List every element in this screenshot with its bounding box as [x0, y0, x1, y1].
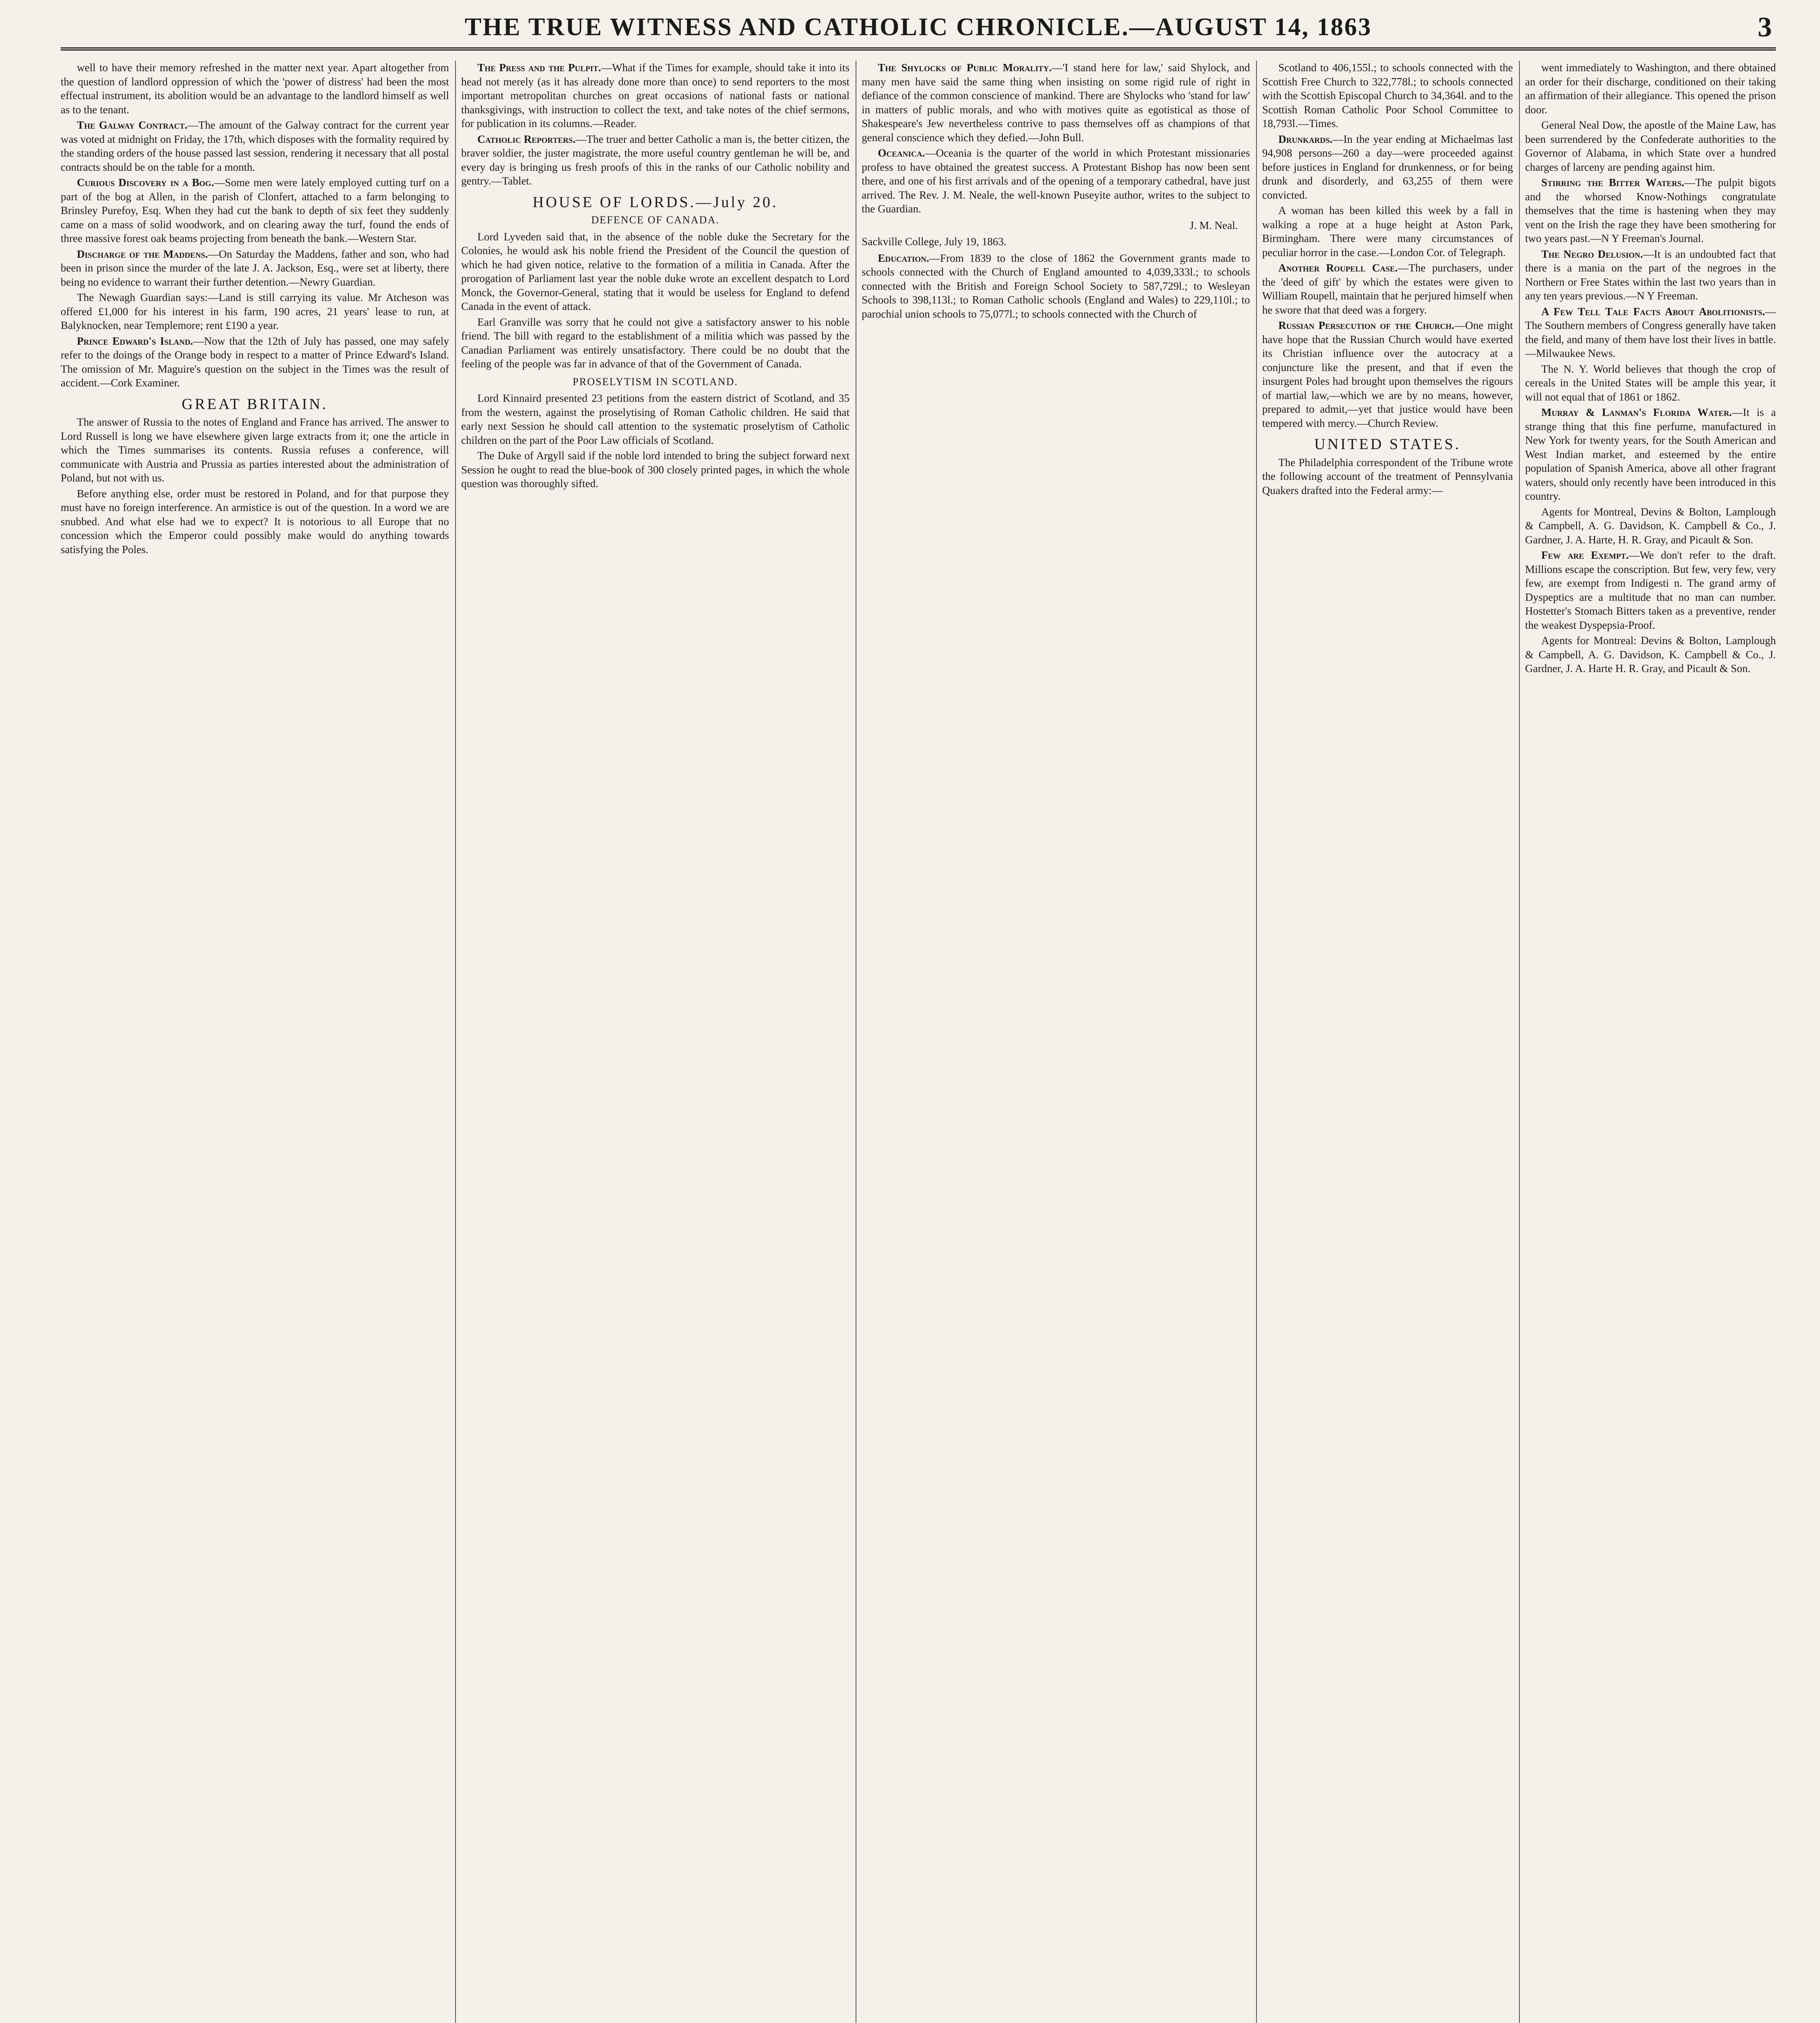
article-body: —On Saturday the Maddens, father and son, who had been in prison since the murder of the late J. A. Jackson, Esq., were set at liberty, there being no evidence to warrant their further detention.—Newry Guardian. [61, 248, 449, 288]
article-body: —We don't refer to the draft. Millions escape the conscription. But few, very few, very few, are exempt from Indigesti n. The grand army of Dyspeptics are a multitude that no man can number. Hostetter's Stomach Bitters taken as a preventive, render the weakest Dyspepsia-Proof. [1525, 549, 1776, 631]
article-lead: A Few Tell Tale Facts About Abolitionists. [1541, 305, 1765, 318]
article-body: —The Southern members of Congress generally have taken the field, and many of them have lost their lives in battle.—Milwaukee News. [1525, 305, 1776, 359]
masthead [61, 9, 1776, 51]
article-paragraph: The answer of Russia to the notes of England and France has arrived. The answer to Lord Russell is long we have elsewhere given large extracts from it; one the article in which the Times summarises its contents. Russia refuses a conference, will communicate with Austria and Prussia as parties interested about the administration of Poland, but not with us. [61, 416, 449, 484]
article-body: —'I stand here for law,' said Shylock, and many men have said the same thing when insisting on some rigid rule of right in defiance of the common conscience of mankind. There are Shylocks who 'stand for law' in matters of public morals, and who with motives quite as egotistical as those of Shakespeare's Jew nevertheless contrive to pass themselves off as champions of that general conscience which they defied.—John Bull. [862, 61, 1250, 144]
page-number: 3 [1758, 12, 1772, 43]
article-paragraph: A woman has been killed this week by a fall in walking a rope at a huge height at Aston Park, Birmingham. There were many circumstances of peculiar horror in the case.—London Cor. of Telegraph. [1262, 204, 1513, 259]
column-1 [61, 61, 449, 2023]
article-paragraph [1262, 261, 1513, 317]
article-paragraph [461, 132, 850, 188]
article-paragraph [862, 146, 1250, 216]
article-body: —Oceania is the quarter of the world in which Protestant missionaries profess to have obtained the greatest success. A Protestant Bishop has now been sent there, and one of his first arrivals and of the opening of a temporary cathedral, have just arrived. The Rev. J. M. Neale, the well-known Puseyite author, writes to the subject to the Guardian. [862, 147, 1250, 215]
signature: J. M. Neal. [1189, 219, 1238, 231]
column-2 [461, 61, 850, 2023]
section-heading: GREAT BRITAIN. [182, 395, 328, 413]
article-lead: Drunkards. [1278, 133, 1333, 145]
article-paragraph [61, 334, 449, 390]
article-paragraph [1525, 405, 1776, 503]
article-paragraph: well to have their memory refreshed in the matter next year. Apart altogether from the question of landlord oppression of which the 'power of distress' had been the most effectual instrument, its abolition would be an advantage to the landlord himself as well as to the tenant. [61, 61, 449, 116]
article-paragraph [61, 247, 449, 289]
article-paragraph [862, 61, 1250, 144]
article-paragraph [61, 118, 449, 174]
masthead-title: THE TRUE WITNESS AND CATHOLIC CHRONICLE.—AUGUST 14, 1863 [464, 13, 1372, 41]
column-5 [1525, 61, 1776, 2023]
article-body: —The truer and better Catholic a man is, the better citizen, the braver soldier, the juster magistrate, the more useful country gentleman he will be, and every day is bringing us fresh proofs of this in the ranks of our Catholic nobility and gentry.—Tablet. [461, 133, 850, 187]
article-paragraph [1525, 247, 1776, 303]
article-lead: Russian Persecution of the Church. [1278, 319, 1454, 331]
article-paragraph [1525, 548, 1776, 632]
section-heading: HOUSE OF LORDS.—July 20. [532, 193, 778, 211]
article-paragraph: Lord Kinnaird presented 23 petitions from the eastern district of Scotland, and 35 from the western, against the proselytising of Roman Catholic children. He said that early next Session he should call attention to the systematic proselytism of Catholic children on the part of the Poor Law officials of Scotland. [461, 392, 850, 446]
article-paragraph [1525, 176, 1776, 246]
article-paragraph [1262, 318, 1513, 430]
article-paragraph [61, 176, 449, 246]
article-lead: Oceanica. [878, 147, 925, 159]
article-lead: The Galway Contract. [77, 119, 188, 131]
article-body: —The pulpit bigots and the whorsed Know-Nothings congratulate themselves that the time is hastening when they may vent on the Irish the rage they have been smothering for two years past.—N Y Freeman's Journal. [1525, 176, 1776, 244]
article-paragraph [1262, 132, 1513, 202]
article-body: —What if the Times for example, should take it into its head not merely (as it has already done more than once) to send reporters to the most important metropolitan churches on great occasions of national fasts or national thanksgivings, with instruction to collect the text, and take notes of the chief sermons, for publication in its columns.—Reader. [461, 61, 850, 129]
article-paragraph: Lord Lyveden said that, in the absence of the noble duke the Secretary for the Colonies, he would ask his noble friend the President of the Council the question of which he had given notice, relative to the formation of a militia in Canada. After the prorogation of Parliament last year the noble duke wrote an excellent despatch to Lord Monck, the Governor-General, stating that it would be useless for England to defend Canada in the event of attack. [461, 230, 850, 312]
article-body: —It is an undoubted fact that there is a mania on the part of the negroes in the Northern or Free States within the last two years than in any ten years previous.—N Y Freeman. [1525, 248, 1776, 302]
article-body: —The purchasers, under the 'deed of gift' by which the estates were given to William Roupell, maintain that he perjured himself when he swore that that deed was a forgery. [1262, 262, 1513, 316]
article-lead: Catholic Reporters. [477, 133, 576, 145]
article-paragraph: The Duke of Argyll said if the noble lord intended to bring the subject forward next Session he ought to read the blue-book of 300 closely printed pages, in which the whole question was thoroughly sifted. [461, 450, 850, 490]
article-body: —One might have hope that the Russian Church would have exerted its Christian influence over the autocracy at a conjuncture like the present, and that if even the insurgent Poles had brought upon themselves the rigours of martial law,—which we are by no means, however, prepared to admit,—yet that justice would have been tempered with mercy.—Church Review. [1262, 319, 1513, 429]
article-body: —In the year ending at Michaelmas last 94,908 persons—260 a day—were proceeded against before justices in England for drunkenness, or for being drunk and disorderly, and 63,255 of them were convicted. [1262, 133, 1513, 201]
article-paragraph: Agents for Montreal: Devins & Bolton, Lamplough & Campbell, A. G. Davidson, K. Campbell & Co., J. Gardner, J. A. Harte H. R. Gray, and Picault & Son. [1525, 634, 1776, 674]
article-lead: Curious Discovery in a Bog. [77, 176, 214, 189]
section-heading: UNITED STATES. [1314, 436, 1461, 453]
article-paragraph: Agents for Montreal, Devins & Bolton, Lamplough & Campbell, A. G. Davidson, K. Campbell & Co., J. Gardner, J. A. Harte, H. R. Gray, and Picault & Son. [1525, 505, 1776, 546]
article-body: —It is a strange thing that this fine perfume, manufactured in New York for twenty years, for the South American and West Indian market, and esteemed by the entire population of Spanish America, above all other fragrant waters, should only recently have been introduced in this country. [1525, 406, 1776, 502]
article-paragraph: Scotland to 406,155l.; to schools connected with the Scottish Free Church to 322,778l.; to schools connected with the Scottish Episcopal Church to 34,364l. and to the Scottish Roman Catholic Poor School Committee to 18,793l.—Times. [1262, 61, 1513, 129]
article-paragraph: The Newagh Guardian says:—Land is still carrying its value. Mr Atcheson was offered £1,000 for his interest in his farm, 190 acres, 21 years' lease to run, at Balyknocken, near Templemore; rent £190 a year. [61, 291, 449, 331]
article-paragraph: Before anything else, order must be restored in Poland, and for that purpose they must have no foreign interference. An armistice is out of the question. In a word we are snubbed. And what else had we to expect? It is notorious to all Europe that no concession which the Emperor could possibly make would do anything towards satisfying the Poles. [61, 487, 449, 556]
column-rule [455, 61, 456, 2023]
article-lead: Prince Edward's Island. [77, 335, 193, 347]
article-lead: Stirring the Bitter Waters. [1541, 176, 1684, 189]
article-paragraph [461, 61, 850, 131]
column-rule [1519, 61, 1520, 2023]
article-paragraph [1525, 305, 1776, 360]
subsection-heading: PROSELYTISM IN SCOTLAND. [572, 375, 738, 388]
article-paragraph: General Neal Dow, the apostle of the Maine Law, has been surrendered by the Confederate authorities to the Governor of Alabama, in which State over a hundred charges of larceny are pending against him. [1525, 119, 1776, 173]
article-body: —Now that the 12th of July has passed, one may safely refer to the doings of the Orange body in respect to a matter of Prince Edward's Island. The omission of Mr. Maguire's question on the subject in the Times was the result of accident.—Cork Examiner. [61, 335, 449, 389]
dateline: Sackville College, July 19, 1863. [862, 235, 1006, 248]
article-lead: Few are Exempt. [1541, 549, 1629, 561]
column-4 [1262, 61, 1513, 2023]
article-body: —From 1839 to the close of 1862 the Government grants made to schools connected with the Church of England amounted to 4,039,333l.; to schools connected with the British and Foreign School Society to 587,729l.; to Wesleyan Schools to 398,113l.; to Roman Catholic schools (England and Wales) to 229,110l.; to parochial union schools to 75,077l.; to schools connected with the Church of [862, 252, 1250, 320]
article-lead: Murray & Lanman's Florida Water. [1541, 406, 1732, 418]
subsection-heading: DEFENCE OF CANADA. [591, 214, 720, 226]
article-paragraph: The N. Y. World believes that though the crop of cereals in the United States will be ample this year, it will not equal that of 1861 or 1862. [1525, 363, 1776, 403]
article-paragraph: The Philadelphia correspondent of the Tribune wrote the following account of the treatment of Pennsylvania Quakers drafted into the Federal army:— [1262, 456, 1513, 496]
article-lead: The Negro Delusion. [1541, 248, 1643, 260]
article-lead: The Press and the Pulpit. [477, 61, 601, 74]
article-lead: Another Roupell Case. [1278, 262, 1398, 274]
article-paragraph: went immediately to Washington, and there obtained an order for their discharge, conditioned on their taking an affirmation of their allegiance. This opened the prison door. [1525, 61, 1776, 116]
article-lead: The Shylocks of Public Morality. [878, 61, 1052, 74]
article-lead: Discharge of the Maddens. [77, 248, 208, 260]
article-body: —Some men were lately employed cutting turf on a part of the bog at Allen, in the parish of Clonfert, attached to a farm belonging to Brinsley Purefoy, Esq. When they had cut the bank to depth of six feet they suddenly came on a mass of solid woodwork, and on clearing away the turf, found the ends of three massive forest oak beams projecting from beneath the bank.—Western Star. [61, 176, 449, 244]
article-body: —The amount of the Galway contract for the current year was voted at midnight on Friday, the 17th, which disposes with the formality required by the standing orders of the house passed last session, rendering it necessary that all postal contracts should be on the table for a month. [61, 119, 449, 173]
article-paragraph [862, 251, 1250, 321]
article-paragraph: Earl Granville was sorry that he could not give a satisfactory answer to his noble friend. The bill with regard to the establishment of a militia which was passed by the Canadian Parliament was entirely unsatisfactory. There could be no doubt that the feeling of the people was far in advance of that of the Government of Canada. [461, 316, 850, 370]
column-3 [862, 61, 1250, 2023]
article-lead: Education. [878, 252, 929, 264]
column-rule [1256, 61, 1257, 2023]
